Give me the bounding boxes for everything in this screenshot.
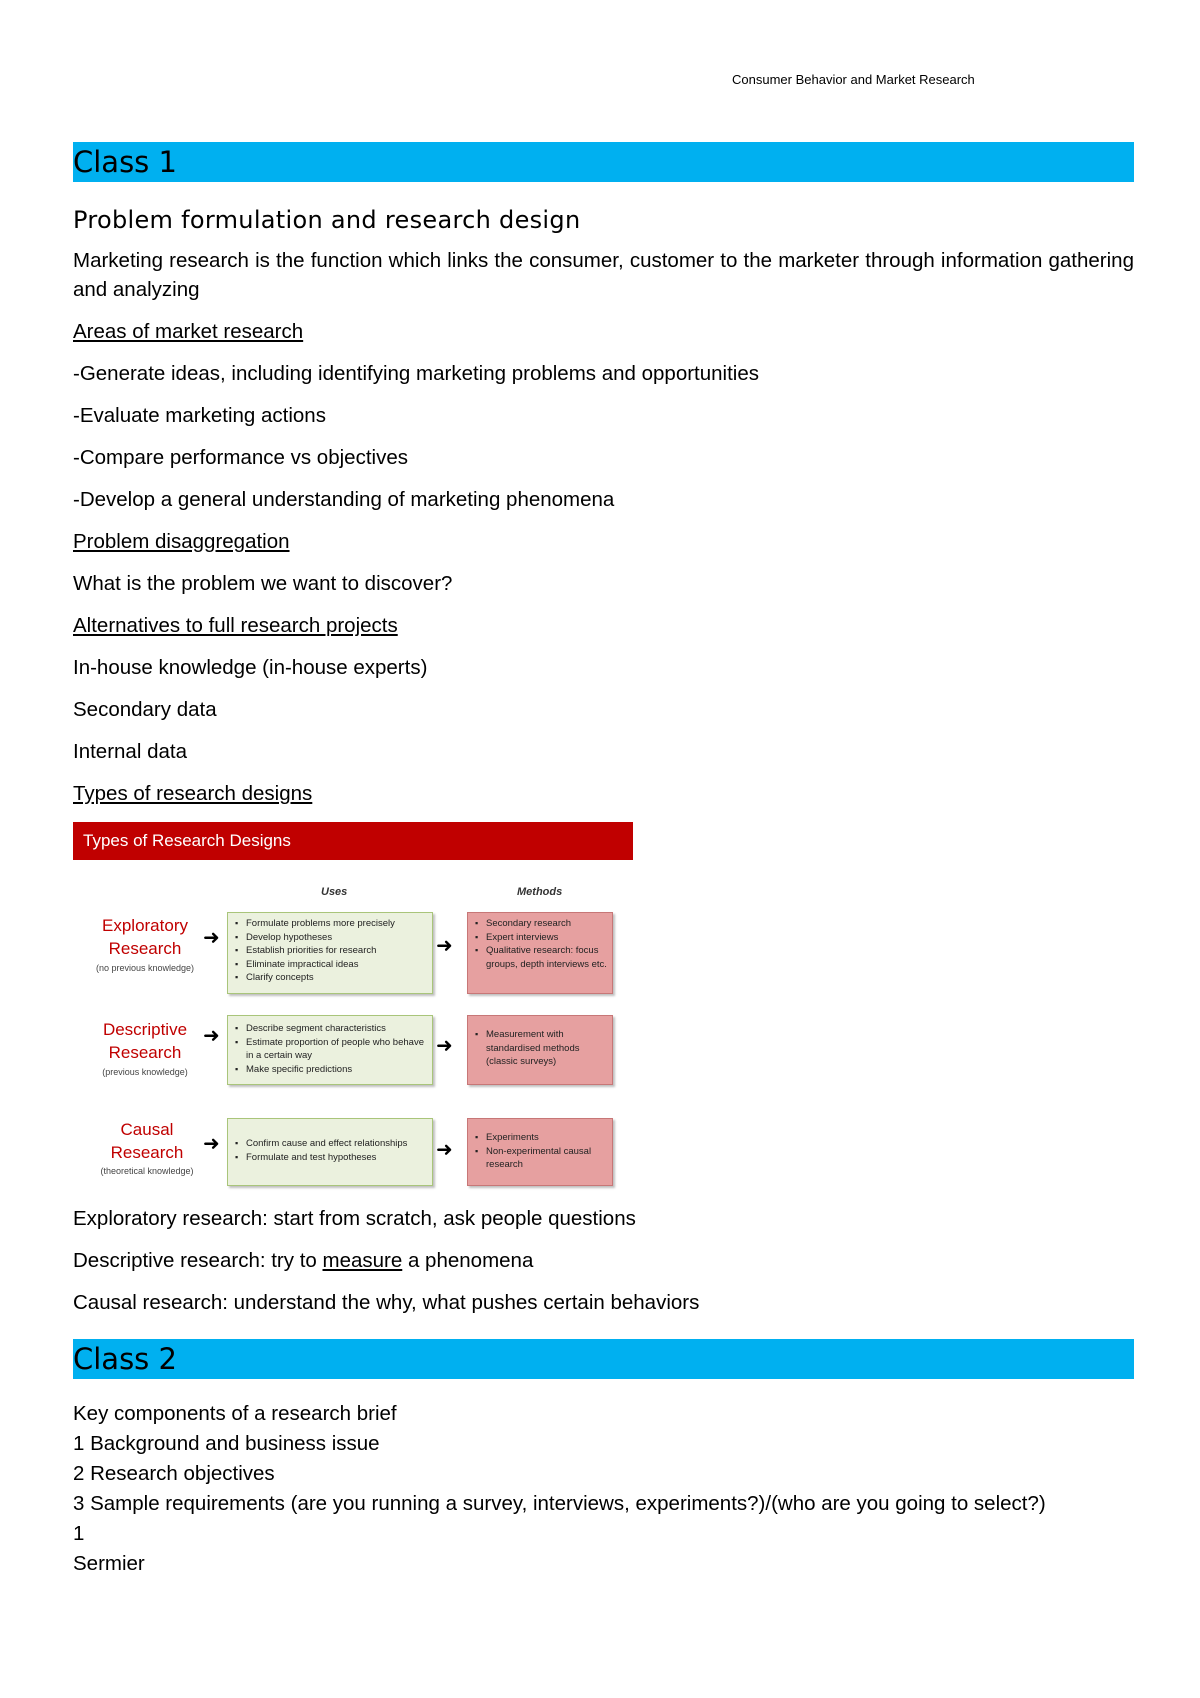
descriptive-use-3: ▪ Make specific predictions xyxy=(246,1063,428,1077)
exploratory-methods-box xyxy=(467,912,613,994)
intro-paragraph: Marketing research is the function which links the consumer, customer to the marketer through information gathering and analyzing xyxy=(73,249,1134,301)
page-header: Consumer Behavior and Market Research xyxy=(732,72,975,87)
descriptive-note: (previous knowledge) xyxy=(102,1067,188,1077)
document-body xyxy=(73,142,1134,1579)
class-2-item-6: Sermier xyxy=(73,1552,145,1575)
arrow-right-icon: ➜ xyxy=(436,935,453,957)
exploratory-use-5: ▪ Clarify concepts xyxy=(246,971,428,985)
exploratory-use-2: ▪ Develop hypotheses xyxy=(246,931,428,945)
arrow-right-icon: ➜ xyxy=(203,1133,220,1155)
causal-methods-box xyxy=(467,1118,613,1186)
areas-heading: Areas of market research xyxy=(73,320,304,343)
causal-label-line2: Research xyxy=(110,1143,184,1162)
descriptive-use-1: ▪ Describe segment characteristics xyxy=(246,1022,428,1036)
descriptive-explanation-measure: measure xyxy=(322,1249,403,1272)
causal-method-2: ▪ Non-experimental causal research xyxy=(486,1145,608,1172)
arrow-right-icon: ➜ xyxy=(203,1025,220,1047)
area-item-3: -Compare performance vs objectives xyxy=(73,446,408,469)
causal-label xyxy=(87,1118,207,1164)
causal-explanation: Causal research: understand the why, what pushes certain behaviors xyxy=(73,1291,700,1314)
area-item-4: -Develop a general understanding of marketing phenomena xyxy=(73,488,615,511)
alternative-item-3: Internal data xyxy=(73,740,187,763)
exploratory-note: (no previous knowledge) xyxy=(95,963,195,973)
exploratory-method-1: ▪ Secondary research xyxy=(486,917,608,931)
descriptive-explanation-pre: Descriptive research: try to xyxy=(73,1249,323,1272)
descriptive-explanation xyxy=(73,1246,1134,1275)
class-2-item-3: 2 Research objectives xyxy=(73,1462,275,1485)
causal-use-1: ▪ Confirm cause and effect relationships xyxy=(246,1137,428,1151)
arrow-right-icon: ➜ xyxy=(436,1139,453,1161)
class-2-list xyxy=(73,1399,1134,1579)
alternative-item-2: Secondary data xyxy=(73,698,217,721)
class-1-heading: Class 1 xyxy=(73,142,1134,182)
exploratory-method-3: ▪ Qualitative research: focus groups, depth interviews etc. xyxy=(486,944,608,971)
causal-note: (theoretical knowledge) xyxy=(100,1166,194,1176)
disaggregation-text: What is the problem we want to discover? xyxy=(73,572,453,595)
descriptive-label-line2: Research xyxy=(108,1043,182,1062)
arrow-right-icon: ➜ xyxy=(436,1035,453,1057)
descriptive-uses-box xyxy=(227,1015,433,1085)
exploratory-label-line2: Research xyxy=(108,939,182,958)
exploratory-use-4: ▪ Eliminate impractical ideas xyxy=(246,958,428,972)
types-heading: Types of research designs xyxy=(73,782,313,805)
descriptive-use-2: ▪ Estimate proportion of people who behave in a certain way xyxy=(246,1036,428,1063)
descriptive-method-1: ▪ Measurement with standardised methods (classic surveys) xyxy=(486,1028,608,1069)
class-2-item-1: Key components of a research brief xyxy=(73,1402,397,1425)
causal-use-2: ▪ Formulate and test hypotheses xyxy=(246,1151,428,1165)
diagram-title: Types of Research Designs xyxy=(73,822,633,860)
research-designs-diagram xyxy=(73,822,633,1192)
causal-method-1: ▪ Experiments xyxy=(486,1131,608,1145)
descriptive-label-line1: Descriptive xyxy=(102,1020,188,1039)
class-2-item-2: 1 Background and business issue xyxy=(73,1432,380,1455)
exploratory-use-3: ▪ Establish priorities for research xyxy=(246,944,428,958)
area-item-2: -Evaluate marketing actions xyxy=(73,404,326,427)
causal-uses-box xyxy=(227,1118,433,1186)
exploratory-method-2: ▪ Expert interviews xyxy=(486,931,608,945)
exploratory-label xyxy=(85,914,205,960)
disaggregation-heading: Problem disaggregation xyxy=(73,530,290,553)
section-subtitle: Problem formulation and research design xyxy=(73,206,581,234)
arrow-right-icon: ➜ xyxy=(203,927,220,949)
exploratory-uses-box xyxy=(227,912,433,994)
alternative-item-1: In-house knowledge (in-house experts) xyxy=(73,656,428,679)
causal-label-line1: Causal xyxy=(120,1120,174,1139)
descriptive-methods-box xyxy=(467,1015,613,1085)
exploratory-label-line1: Exploratory xyxy=(102,916,188,935)
uses-column-label: Uses xyxy=(321,886,348,898)
area-item-1: -Generate ideas, including identifying marketing problems and opportunities xyxy=(73,362,760,385)
descriptive-label xyxy=(85,1018,205,1064)
descriptive-explanation-post: a phenomena xyxy=(402,1249,534,1272)
class-2-heading: Class 2 xyxy=(73,1339,1134,1379)
alternatives-heading: Alternatives to full research projects xyxy=(73,614,398,637)
exploratory-explanation: Exploratory research: start from scratch, ask people questions xyxy=(73,1207,636,1230)
exploratory-use-1: ▪ Formulate problems more precisely xyxy=(246,917,428,931)
methods-column-label: Methods xyxy=(517,886,563,898)
class-2-item-5: 1 xyxy=(73,1522,85,1545)
class-2-item-4: 3 Sample requirements (are you running a survey, interviews, experiments?)/(who are you going to select?) xyxy=(73,1492,1046,1515)
